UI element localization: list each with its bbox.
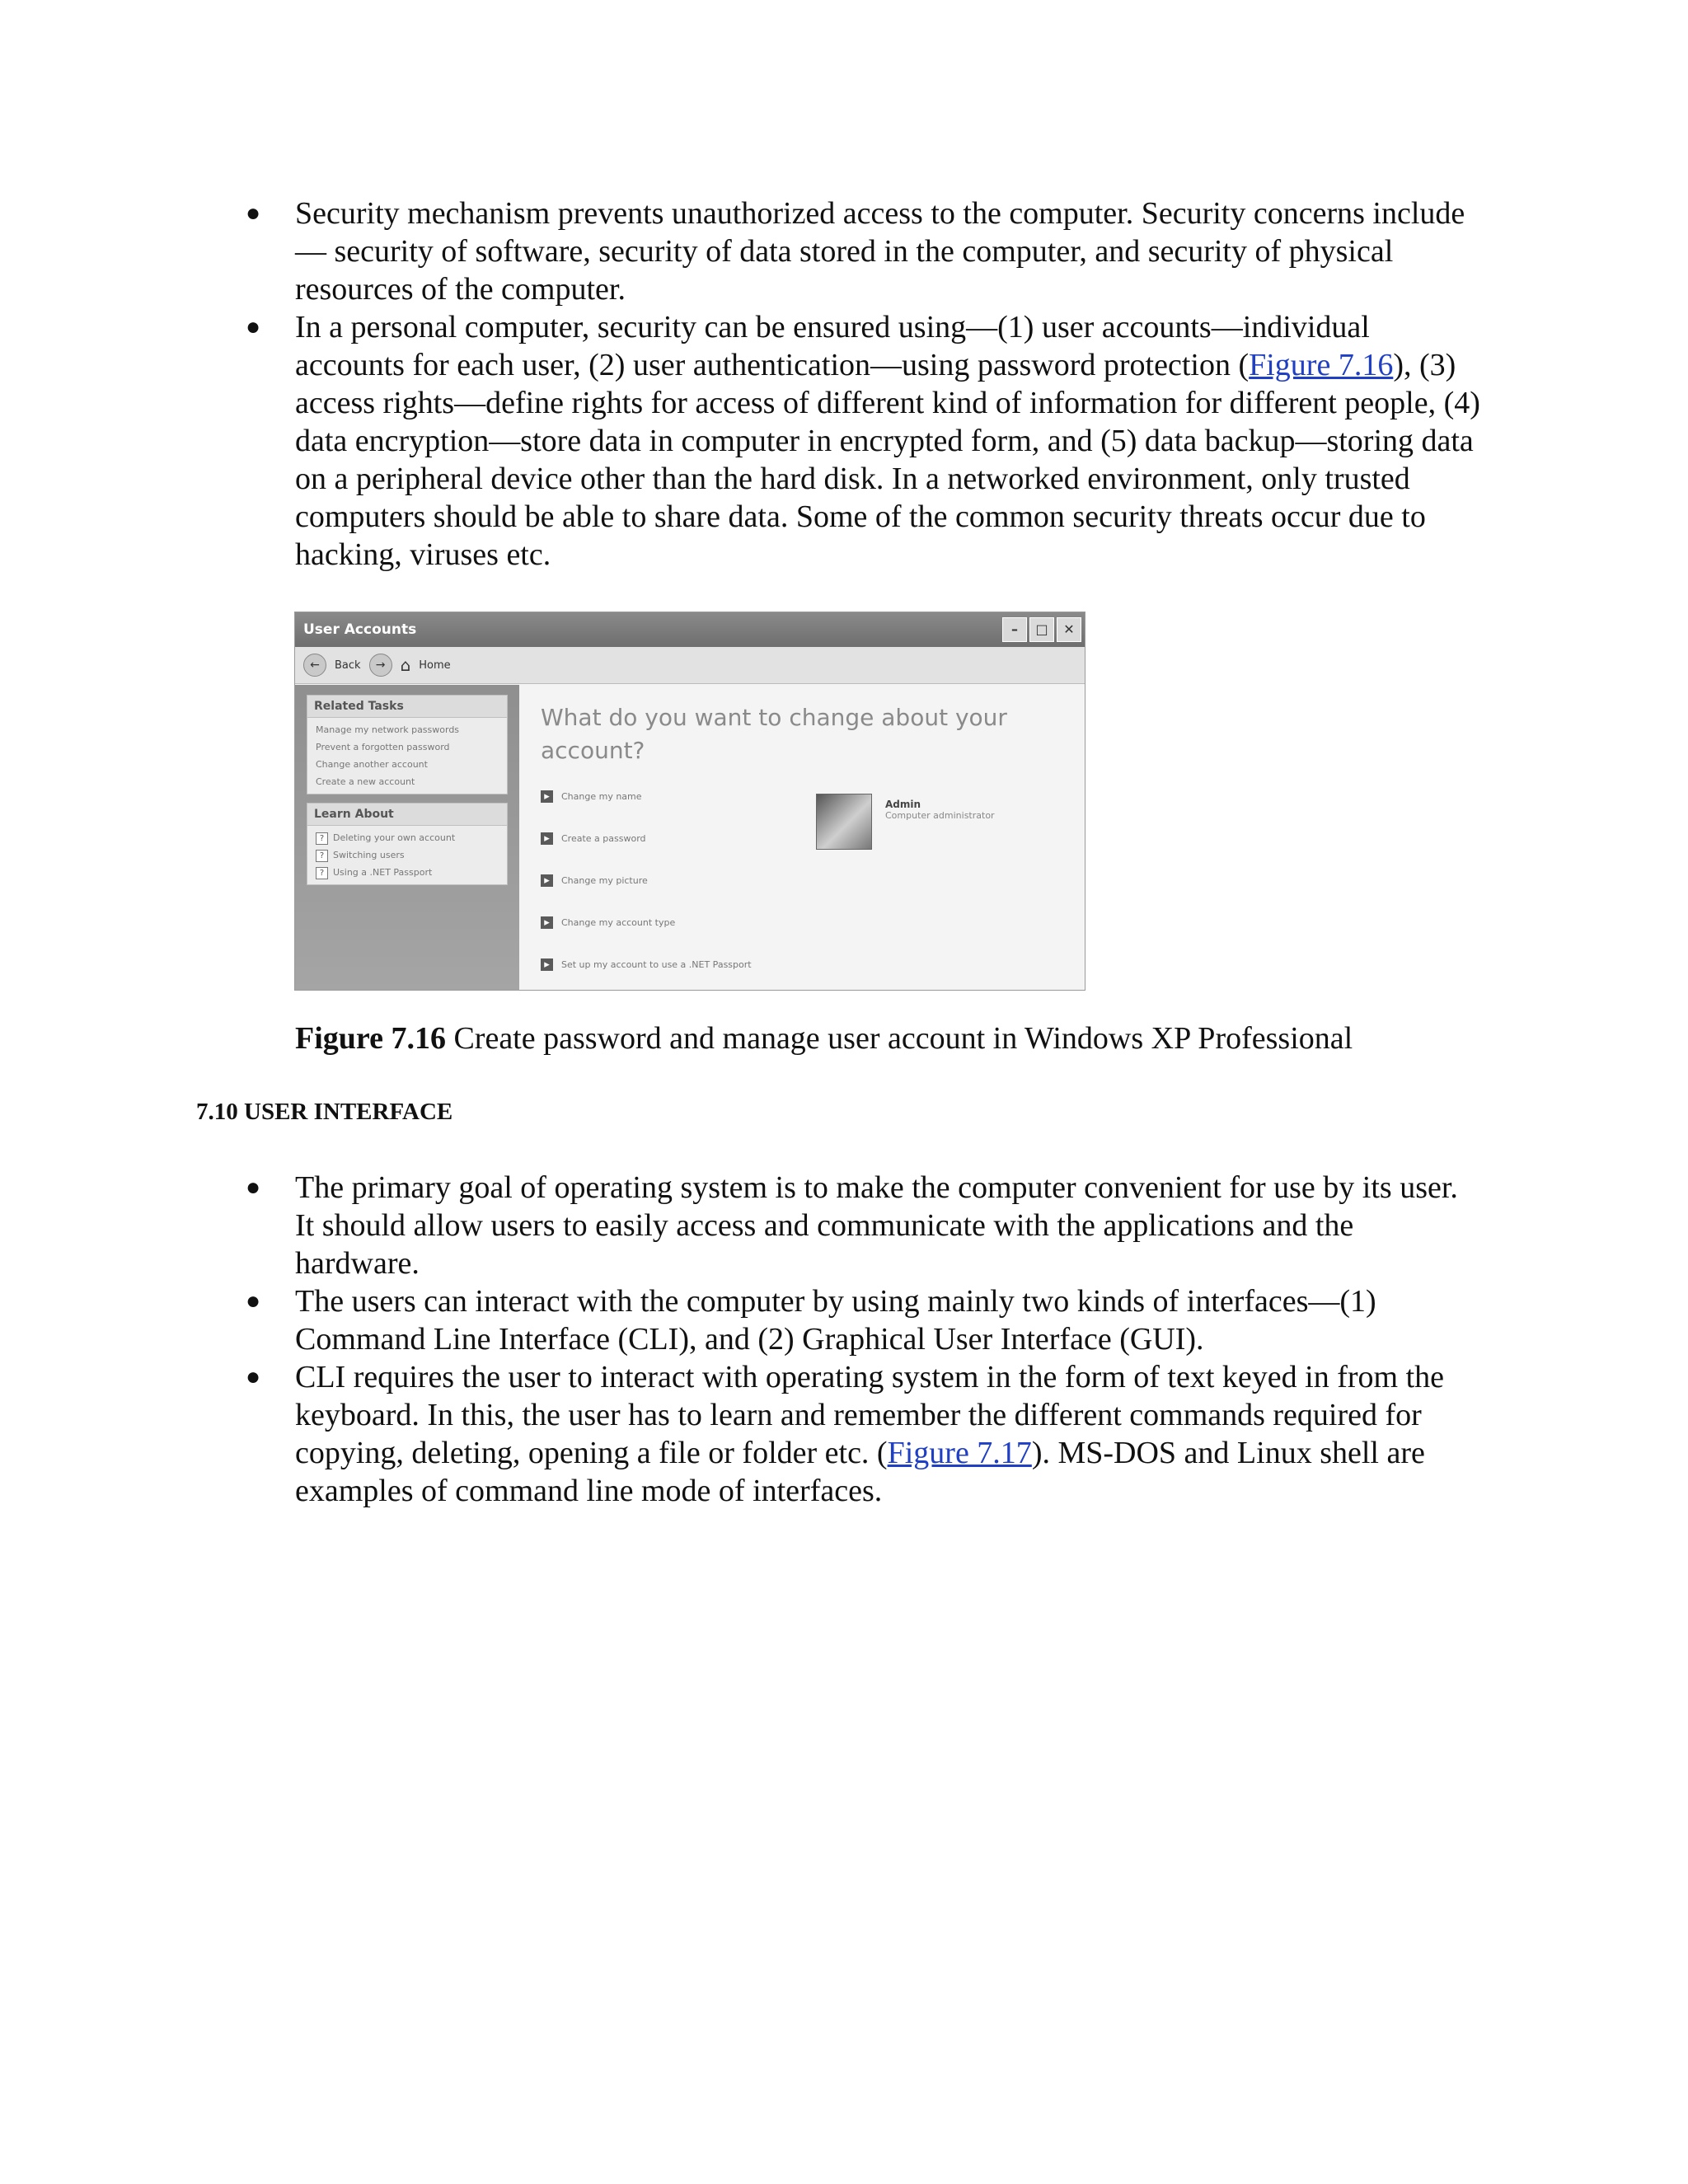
accounts-main-pane xyxy=(519,685,1085,990)
panel-title: Learn About xyxy=(307,804,507,826)
account-name: Admin xyxy=(885,799,921,810)
help-icon: ? xyxy=(316,850,328,862)
home-button-label[interactable]: Home xyxy=(419,658,451,672)
bullet-text: CLI requires the user to interact with operating system in the form of text keyed in from the keyboard. In this, the user has to learn and remember the different commands required for copying, deleting, opening a file or folder etc. ( xyxy=(295,1360,1444,1470)
back-button-label[interactable]: Back xyxy=(335,658,361,672)
bullet-text-cont: ), (3) access rights—define rights for access of different kind of information for different people, (4) data encryption—store data in computer in encrypted form, and (5) data backup—storing data on a peripheral device other than the hard disk. In a networked environment, only trusted computers should be able to share data. Some of the common security threats occur due to hacking, viruses etc. xyxy=(295,348,1480,572)
arrow-icon: ▸ xyxy=(541,958,553,971)
figure-7-17-link[interactable]: Figure 7.17 xyxy=(887,1436,1032,1470)
bullet-text: In a personal computer, security can be ensured using—(1) user accounts—individual accounts for each user, (2) user authentication—using password protection ( xyxy=(295,310,1370,382)
window-body xyxy=(295,685,1085,990)
task-link[interactable] xyxy=(541,902,1063,944)
related-tasks-panel xyxy=(307,695,508,794)
home-icon[interactable]: ⌂ xyxy=(400,655,411,675)
user-interface-bullet-list xyxy=(196,1169,1482,1510)
learn-about-label: Using a .NET Passport xyxy=(333,867,433,878)
window-title: User Accounts xyxy=(303,621,417,638)
back-arrow-icon[interactable]: ← xyxy=(303,654,326,677)
list-item xyxy=(196,194,1482,308)
figure-caption xyxy=(295,1019,1353,1057)
caption-text: Create password and manage user account in Windows XP Professional xyxy=(445,1021,1353,1056)
caption-label: Figure 7.16 xyxy=(295,1021,446,1056)
help-icon: ? xyxy=(316,867,328,879)
user-accounts-screenshot xyxy=(294,612,1085,991)
security-bullet-list xyxy=(196,194,1482,574)
task-label: Change my picture xyxy=(561,875,648,886)
maximize-icon[interactable]: □ xyxy=(1029,617,1054,642)
bullet-text: The users can interact with the computer by using mainly two kinds of interfaces—(1) Command Line Interface (CLI), and (2) Graphical User Interface (GUI). xyxy=(295,1284,1376,1357)
list-item xyxy=(196,1282,1482,1358)
bullet-text: The primary goal of operating system is to make the computer convenient for use by its user. It should allow users to easily access and communicate with the applications and the hardware. xyxy=(295,1170,1458,1281)
bullet-icon: ● xyxy=(246,199,261,227)
window-toolbar xyxy=(295,647,1085,684)
task-label: Set up my account to use a .NET Passport xyxy=(561,959,752,970)
bullet-icon: ● xyxy=(246,1174,261,1201)
related-task-link[interactable]: Create a new account xyxy=(316,776,415,787)
task-label: Change my account type xyxy=(561,917,676,928)
learn-about-link[interactable] xyxy=(307,864,507,881)
minimize-icon[interactable]: – xyxy=(1002,617,1027,642)
close-icon[interactable]: ✕ xyxy=(1057,617,1081,642)
help-icon: ? xyxy=(316,832,328,845)
learn-about-panel xyxy=(307,803,508,885)
avatar xyxy=(816,794,872,850)
task-link[interactable] xyxy=(541,860,1063,902)
task-label: Change my name xyxy=(561,791,642,802)
arrow-icon: ▸ xyxy=(541,790,553,803)
list-item xyxy=(196,308,1482,574)
figure-7-16-link[interactable]: Figure 7.16 xyxy=(1249,348,1394,382)
task-sidebar xyxy=(295,685,519,990)
account-role: Computer administrator xyxy=(885,810,995,821)
panel-title: Related Tasks xyxy=(307,696,507,718)
related-task-link[interactable]: Prevent a forgotten password xyxy=(316,742,450,752)
task-label: Create a password xyxy=(561,833,646,844)
learn-about-link[interactable] xyxy=(307,846,507,864)
learn-about-link[interactable] xyxy=(307,829,507,846)
bullet-icon: ● xyxy=(246,313,261,340)
bullet-icon: ● xyxy=(246,1363,261,1390)
arrow-icon: ▸ xyxy=(541,874,553,887)
section-heading: 7.10 USER INTERFACE xyxy=(196,1099,453,1125)
task-link[interactable] xyxy=(541,944,1063,986)
window-titlebar xyxy=(295,612,1085,647)
arrow-icon: ▸ xyxy=(541,916,553,929)
learn-about-label: Deleting your own account xyxy=(333,832,456,843)
arrow-icon: ▸ xyxy=(541,832,553,845)
list-item xyxy=(196,1358,1482,1510)
bullet-text: Security mechanism prevents unauthorized access to the computer. Security concerns include— security of software, security of data stored in the computer, and security of physical resources of the computer. xyxy=(295,196,1465,307)
forward-arrow-icon[interactable]: → xyxy=(369,654,392,677)
bullet-text-cont: ). MS-DOS and Linux shell are examples of command line mode of interfaces. xyxy=(295,1436,1425,1508)
related-task-link[interactable]: Change another account xyxy=(316,759,428,770)
learn-about-label: Switching users xyxy=(333,850,405,860)
window-controls xyxy=(1002,617,1081,642)
pane-question: What do you want to change about your account? xyxy=(541,704,1007,764)
account-card xyxy=(816,794,995,850)
bullet-icon: ● xyxy=(246,1287,261,1315)
list-item xyxy=(196,1169,1482,1282)
related-task-link[interactable]: Manage my network passwords xyxy=(316,724,460,735)
